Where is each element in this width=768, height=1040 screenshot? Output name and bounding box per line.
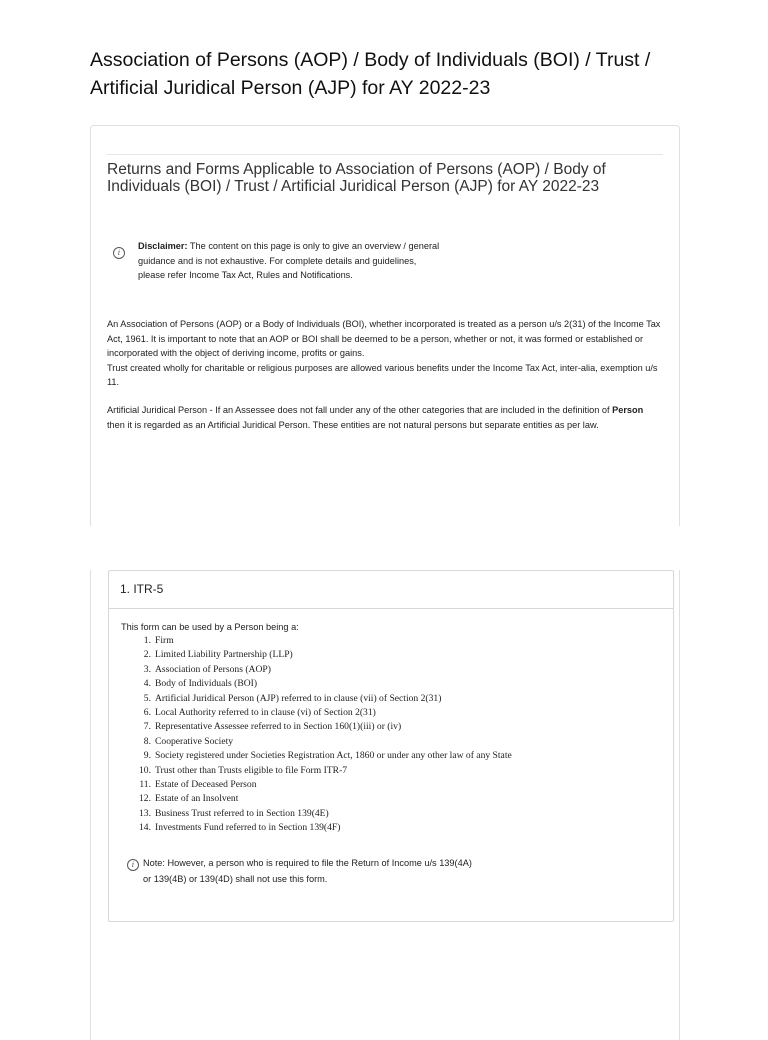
list-item-text: Firm <box>155 635 174 646</box>
disclaimer-text <box>138 239 443 283</box>
list-item <box>121 677 512 691</box>
list-item-number: 5. <box>143 692 151 704</box>
list-item-text: Estate of Deceased Person <box>155 779 257 791</box>
list-item-number: 14. <box>139 822 151 834</box>
list-item-text: Estate of an Insolvent <box>155 793 239 805</box>
divider <box>107 154 663 155</box>
eligible-persons-list <box>121 634 512 836</box>
list-item-number: 12. <box>139 793 151 805</box>
disclaimer-body: The content on this page is only to give an overview / general guidance and is not exhaustive. For complete details and guidelines, please refer Income Tax Act, Rules and Notifications. <box>138 241 440 280</box>
ajp-text-1: Artificial Juridical Person - If an Assessee does not fall under any of the other categories that are included in the definition of <box>107 405 613 415</box>
list-item <box>121 778 512 792</box>
aop-boi-paragraph <box>107 317 662 390</box>
list-item-text: Investments Fund referred to in Section 139(4F) <box>155 822 341 834</box>
list-item <box>121 821 512 835</box>
list-item-number: 7. <box>143 721 151 733</box>
list-item <box>121 648 512 662</box>
list-item-number: 13. <box>139 807 151 819</box>
list-item <box>121 735 512 749</box>
list-item-text: Society registered under Societies Registration Act, 1860 or under any other law of any State <box>155 750 512 762</box>
itr5-panel <box>108 570 674 922</box>
section-heading: Returns and Forms Applicable to Association of Persons (AOP) / Body of Individuals (BOI) / Trust / Artificial Juridical Person (AJP) for AY 2022-23 <box>107 161 606 195</box>
page-title: Association of Persons (AOP) / Body of Individuals (BOI) / Trust / Artificial Juridical Person (AJP) for AY 2022-23 <box>90 49 651 99</box>
list-item-number: 2. <box>143 649 151 661</box>
list-item-text: Representative Assessee referred to in Section 160(1)(iii) or (iv) <box>155 721 402 733</box>
info-icon: i <box>113 247 125 259</box>
itr5-header[interactable]: 1. ITR-5 <box>109 571 673 609</box>
list-item-text: Limited Liability Partnership (LLP) <box>155 649 293 661</box>
list-item-number: 11. <box>139 779 151 791</box>
list-item <box>121 720 512 734</box>
disclaimer-label: Disclaimer: <box>138 241 188 251</box>
forms-card <box>90 570 680 1040</box>
list-item-number: 1. <box>143 635 151 646</box>
list-item-number: 4. <box>143 678 151 690</box>
list-item-text: Local Authority referred to in clause (vi) of Section 2(31) <box>155 707 376 719</box>
trust-text: Trust created wholly for charitable or religious purposes are allowed various benefits under the Income Tax Act, inter-alia, exemption u/s 11. <box>107 362 658 387</box>
list-item <box>121 764 512 778</box>
list-item-number: 9. <box>143 750 151 762</box>
list-item <box>121 807 512 821</box>
list-item <box>121 692 512 706</box>
ajp-bold-term: Person <box>612 405 644 415</box>
note-text: Note: However, a person who is required to file the Return of Income u/s 139(4A) or 139(4B) or 139(4D) shall not use this form. <box>143 858 472 884</box>
list-item-text: Body of Individuals (BOI) <box>155 678 258 690</box>
ajp-text-2: then it is regarded as an Artificial Juridical Person. These entities are not natural persons but separate entities as per law. <box>107 419 599 430</box>
list-item-number: 6. <box>143 707 151 719</box>
list-item-number: 3. <box>143 663 151 675</box>
list-item <box>121 706 512 720</box>
list-item-text: Trust other than Trusts eligible to file Form ITR-7 <box>155 764 348 776</box>
overview-card <box>90 125 680 526</box>
list-item-text: Association of Persons (AOP) <box>155 663 271 675</box>
list-item-text: Artificial Juridical Person (AJP) referred to in clause (vii) of Section 2(31) <box>155 692 442 704</box>
list-item <box>121 663 512 677</box>
itr5-intro: This form can be used by a Person being a: <box>121 622 299 632</box>
ajp-paragraph <box>107 403 662 432</box>
list-item <box>121 792 512 806</box>
list-item <box>121 749 512 763</box>
list-item-number: 8. <box>143 735 151 747</box>
list-item-number: 10. <box>139 764 151 776</box>
info-icon: i <box>127 859 139 871</box>
list-item <box>121 634 512 648</box>
aop-boi-text: An Association of Persons (AOP) or a Body of Individuals (BOI), whether incorporated is treated as a person u/s 2(31) of the Income Tax Act, 1961. It is important to note that an AOP or BOI shall be deemed to be a person, whether or not, it was formed or established or incorporated with the object of deriving income, profits or gains. <box>107 319 661 358</box>
list-item-text: Business Trust referred to in Section 139(4E) <box>155 807 329 819</box>
list-item-text: Cooperative Society <box>155 735 234 747</box>
